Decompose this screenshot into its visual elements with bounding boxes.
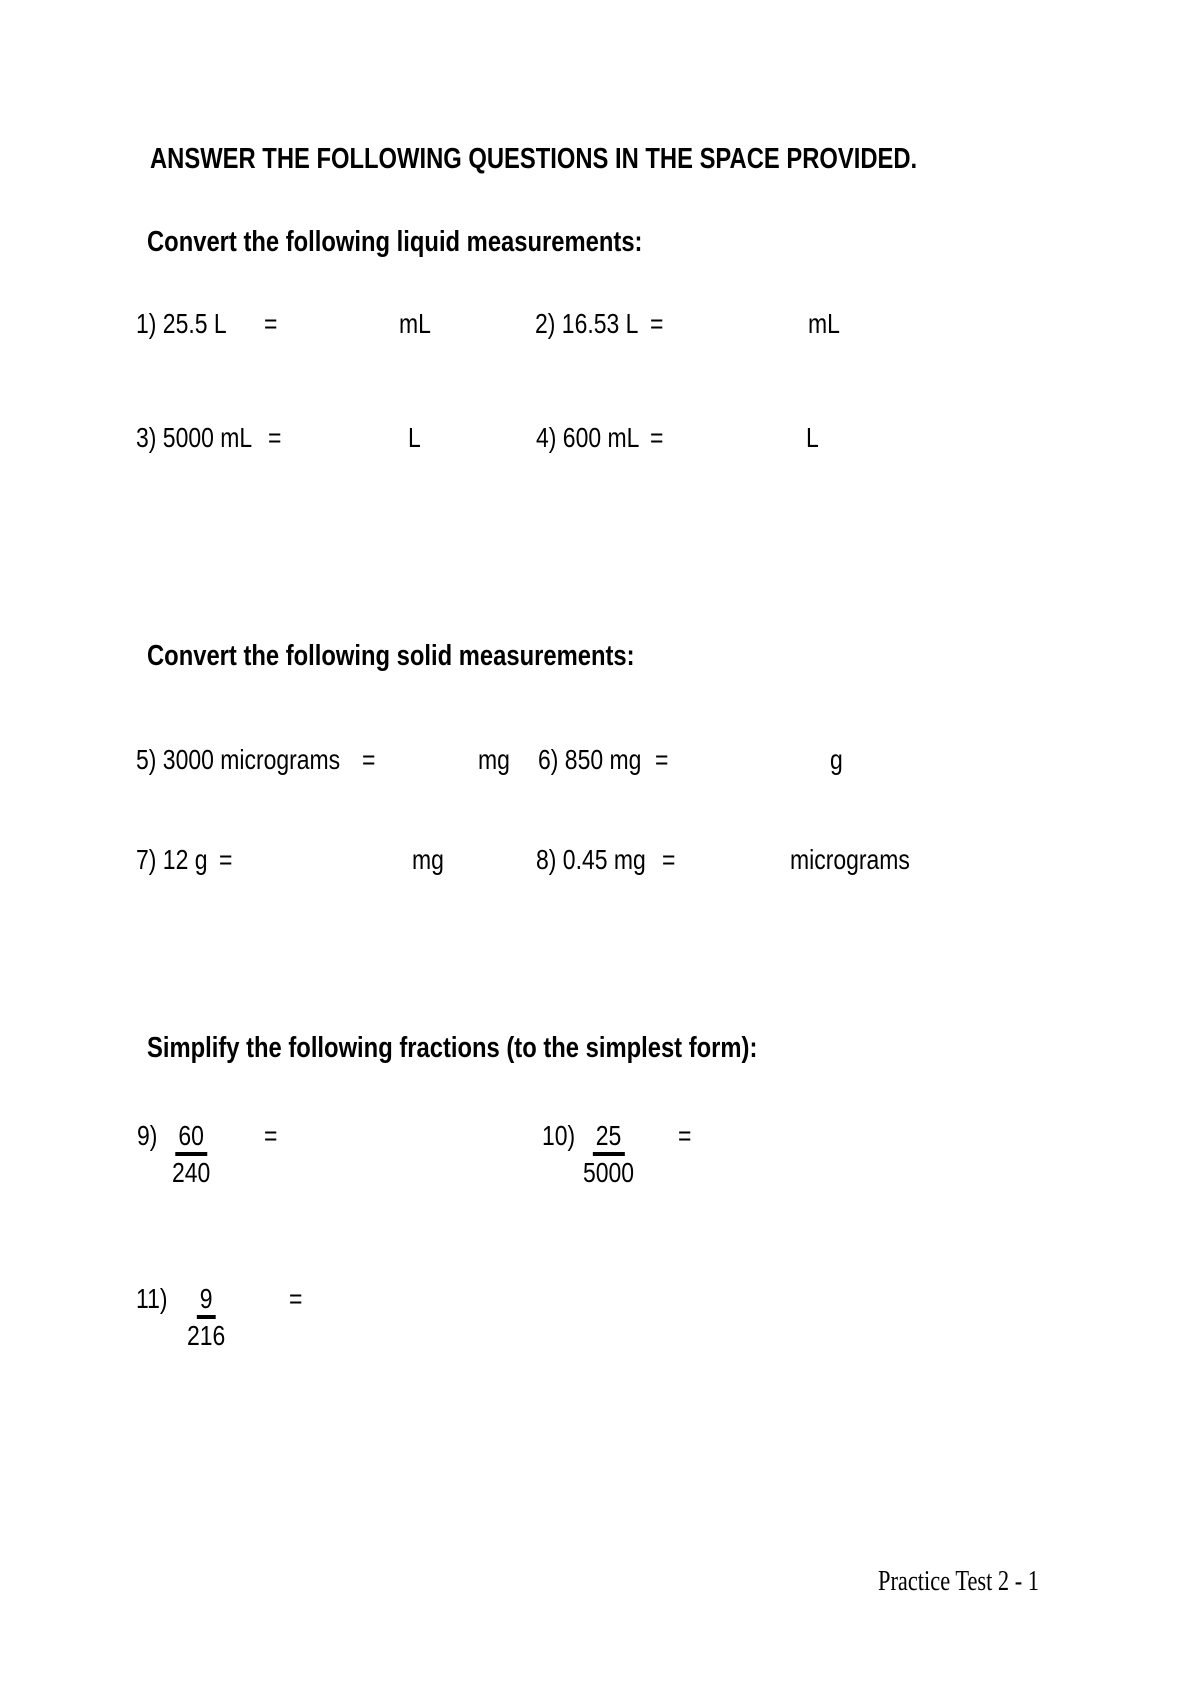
question-10-equals: = [678, 1120, 692, 1151]
question-5-unit: mg [478, 744, 510, 775]
question-1-label: 1) 25.5 L [136, 308, 227, 339]
question-9-denominator: 240 [172, 1157, 211, 1188]
question-2-label: 2) 16.53 L [535, 308, 639, 339]
question-7-equals: = [219, 844, 233, 875]
question-9-equals: = [264, 1120, 278, 1151]
question-11-equals: = [289, 1283, 303, 1314]
page-title: ANSWER THE FOLLOWING QUESTIONS IN THE SPACE PROVIDED. [150, 143, 918, 175]
question-4-unit: L [806, 422, 819, 453]
question-8-equals: = [662, 844, 676, 875]
question-11-fraction [187, 1285, 225, 1350]
question-4-label: 4) 600 mL [536, 422, 640, 453]
section-heading-fractions: Simplify the following fractions (to the simplest form): [147, 1032, 758, 1064]
question-6-unit: g [830, 744, 843, 775]
question-5-label: 5) 3000 micrograms [136, 744, 341, 775]
page-footer: Practice Test 2 - 1 [878, 1566, 1039, 1597]
section-heading-solid: Convert the following solid measurements: [147, 640, 635, 672]
question-6-equals: = [655, 744, 669, 775]
question-2-equals: = [650, 308, 664, 339]
question-4-equals: = [650, 422, 664, 453]
section-heading-liquid: Convert the following liquid measurements: [147, 226, 643, 258]
question-9-fraction [172, 1122, 210, 1187]
question-3-unit: L [408, 422, 421, 453]
question-7-label: 7) 12 g [136, 844, 208, 875]
question-9-numerator: 60 [175, 1122, 207, 1156]
question-5-equals: = [362, 744, 376, 775]
question-1-unit: mL [399, 308, 431, 339]
question-6-label: 6) 850 mg [538, 744, 642, 775]
question-11-denominator: 216 [187, 1320, 226, 1351]
question-10-numerator: 25 [592, 1122, 624, 1156]
question-7-unit: mg [412, 844, 444, 875]
question-9-number: 9) [137, 1120, 158, 1151]
question-10-number: 10) [542, 1120, 576, 1151]
question-10-fraction [583, 1122, 634, 1187]
question-1-equals: = [264, 308, 278, 339]
question-11-numerator: 9 [196, 1285, 215, 1319]
question-10-denominator: 5000 [583, 1157, 635, 1188]
question-11-number: 11) [136, 1283, 168, 1314]
question-8-unit: micrograms [790, 844, 910, 875]
question-2-unit: mL [808, 308, 840, 339]
question-8-label: 8) 0.45 mg [536, 844, 646, 875]
question-3-label: 3) 5000 mL [136, 422, 253, 453]
question-3-equals: = [268, 422, 282, 453]
